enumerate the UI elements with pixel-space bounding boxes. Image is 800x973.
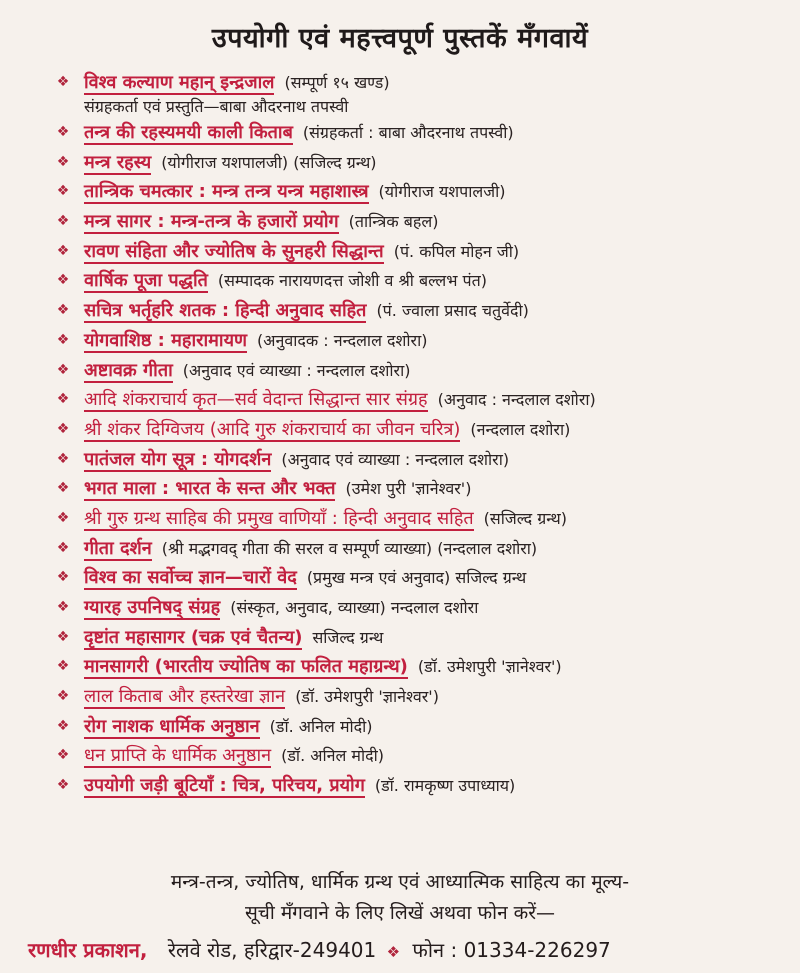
book-title: श्री गुरु ग्रन्थ साहिब की प्रमुख वाणियाँ : हिन्दी अनुवाद सहित — [84, 507, 474, 529]
book-note: (प्रमुख मन्त्र एवं अनुवाद) सजिल्द ग्रन्थ — [306, 568, 527, 588]
list-item — [52, 266, 797, 296]
list-item — [52, 148, 797, 178]
list-item — [52, 682, 797, 712]
diamond-bullet-icon: ❖ — [56, 213, 70, 230]
book-note: (डॉ. उमेशपुरी 'ज्ञानेश्वर') — [295, 687, 439, 707]
diamond-bullet-icon: ❖ — [56, 124, 70, 140]
book-note: (सजिल्द ग्रन्थ) — [483, 508, 567, 528]
book-title: ग्यारह उपनिषद् संग्रह — [84, 597, 221, 618]
book-note: (संग्रहकर्ता : बाबा औदरनाथ तपस्वी) — [302, 123, 514, 142]
book-title: मन्त्र सागर : मन्त्र-तन्त्र के हजारों प्रयोग — [84, 211, 339, 233]
diamond-bullet-icon: ❖ — [56, 658, 70, 675]
list-item — [52, 652, 797, 682]
diamond-bullet-icon: ❖ — [56, 747, 70, 764]
book-subtitle: संग्रहकर्ता एवं प्रस्तुति—बाबा औदरनाथ तपस्वी — [84, 97, 349, 116]
book-note: (सम्पादक नारायणदत्त जोशी व श्री बल्लभ पंत) — [217, 271, 487, 291]
diamond-bullet-icon: ❖ — [56, 361, 70, 378]
list-item — [52, 712, 797, 742]
book-note: (योगीराज यशपालजी) — [378, 182, 506, 202]
book-title: आदि शंकराचार्य कृत—सर्व वेदान्त सिद्धान्त सार संग्रह — [84, 389, 428, 411]
book-title: अष्टावक्र गीता — [84, 359, 173, 381]
book-note: सजिल्द ग्रन्थ — [312, 627, 384, 647]
list-item — [52, 623, 797, 653]
book-title: विश्व का सर्वोच्च ज्ञान—चारों वेद — [84, 567, 297, 589]
book-title: मन्त्र रहस्य — [84, 151, 152, 173]
publisher-line — [28, 936, 611, 963]
list-item — [52, 741, 797, 771]
book-title: मानसागरी (भारतीय ज्योतिष का फलित महाग्रन्थ) — [84, 656, 408, 678]
book-title: सचित्र भर्तृहरि शतक : हिन्दी अनुवाद सहित — [84, 300, 367, 322]
footer-line-1: मन्त्र-तन्त्र, ज्योतिष, धार्मिक ग्रन्थ एवं आध्यात्मिक साहित्य का मूल्य- — [170, 871, 630, 893]
diamond-bullet-icon: ❖ — [56, 717, 70, 734]
book-note: (श्री मद्भगवद् गीता की सरल व सम्पूर्ण व्याख्या) (नन्दलाल दशोरा) — [161, 538, 538, 558]
diamond-bullet-icon: ❖ — [56, 74, 70, 90]
book-note: (नन्दलाल दशोरा) — [470, 419, 571, 439]
book-title: उपयोगी जड़ी बूटियाँ : चित्र, परिचय, प्रयोग — [84, 775, 365, 797]
list-item — [52, 356, 797, 386]
list-item — [52, 771, 797, 801]
book-title: रावण संहिता और ज्योतिष के सुनहरी सिद्धान्त — [84, 240, 384, 262]
book-note: (अनुवाद एवं व्याख्या : नन्दलाल दशोरा) — [281, 449, 510, 469]
diamond-bullet-icon: ❖ — [56, 302, 70, 319]
diamond-bullet-icon: ❖ — [56, 391, 70, 408]
diamond-bullet-icon: ❖ — [386, 943, 401, 961]
list-item — [52, 326, 797, 356]
book-title: तन्त्र की रहस्यमयी काली किताब — [84, 122, 293, 143]
diamond-bullet-icon: ❖ — [56, 242, 70, 259]
diamond-bullet-icon: ❖ — [56, 272, 70, 289]
book-title: वार्षिक पूजा पद्धति — [84, 270, 208, 292]
book-note: (अनुवादक : नन्दलाल दशोरा) — [257, 330, 428, 350]
book-note: (डॉ. अनिल मोदी) — [269, 716, 373, 736]
list-item — [52, 563, 797, 593]
book-title: योगवाशिष्ठ : महारामायण — [84, 329, 248, 351]
diamond-bullet-icon: ❖ — [56, 450, 70, 467]
diamond-bullet-icon: ❖ — [56, 509, 70, 526]
diamond-bullet-icon: ❖ — [56, 420, 70, 437]
list-item — [52, 534, 797, 564]
book-title: श्री शंकर दिग्विजय (आदि गुरु शंकराचार्य का जीवन चरित्र) — [84, 418, 461, 440]
book-note: (उमेश पुरी 'ज्ञानेश्वर') — [345, 479, 472, 499]
book-title: विश्व कल्याण महान् इन्द्रजाल — [84, 72, 275, 93]
book-title: भगत माला : भारत के सन्त और भक्त — [84, 478, 336, 500]
diamond-bullet-icon: ❖ — [56, 153, 70, 170]
book-note: (सम्पूर्ण १५ खण्ड) — [284, 73, 390, 92]
book-note: (डॉ. अनिल मोदी) — [281, 746, 385, 766]
book-note: (पं. ज्वाला प्रसाद चतुर्वेदी) — [376, 301, 529, 321]
list-item — [52, 237, 797, 267]
book-title: धन प्राप्ति के धार्मिक अनुष्ठान — [84, 745, 272, 767]
book-note: (तान्त्रिक बहल) — [348, 212, 439, 232]
list-item — [52, 207, 797, 237]
list-item — [52, 68, 797, 118]
book-title: लाल किताब और हस्तरेखा ज्ञान — [84, 686, 286, 708]
page-title: उपयोगी एवं महत्त्वपूर्ण पुस्तकें मँगवायें — [211, 23, 589, 54]
book-note: (पं. कपिल मोहन जी) — [393, 241, 520, 261]
footer-line-2: सूची मँगवाने के लिए लिखें अथवा फोन करें— — [244, 902, 556, 924]
diamond-bullet-icon: ❖ — [56, 688, 70, 705]
book-list — [52, 68, 797, 801]
diamond-bullet-icon: ❖ — [56, 599, 70, 615]
book-note: (डॉ. उमेशपुरी 'ज्ञानेश्वर') — [417, 657, 562, 677]
diamond-bullet-icon: ❖ — [56, 569, 70, 586]
book-note: (डॉ. रामकृष्ण उपाध्याय) — [374, 776, 516, 796]
book-title: रोग नाशक धार्मिक अनुष्ठान — [84, 715, 260, 737]
list-item — [52, 118, 797, 148]
diamond-bullet-icon: ❖ — [56, 480, 70, 497]
book-title: गीता दर्शन — [84, 537, 152, 559]
list-item — [52, 296, 797, 326]
diamond-bullet-icon: ❖ — [56, 628, 70, 645]
book-note: (योगीराज यशपालजी) (सजिल्द ग्रन्थ) — [161, 152, 377, 172]
book-note: (अनुवाद : नन्दलाल दशोरा) — [437, 390, 596, 410]
diamond-bullet-icon: ❖ — [56, 183, 70, 200]
book-title: पातंजल योग सूत्र : योगदर्शन — [84, 448, 272, 470]
book-note: (संस्कृत, अनुवाद, व्याख्या) नन्दलाल दशोरा — [230, 598, 479, 617]
publisher-address: रेलवे रोड, हरिद्वार-249401 — [167, 938, 377, 962]
list-item — [52, 415, 797, 445]
publisher-name: रणधीर प्रकाशन, — [28, 938, 148, 962]
list-item — [52, 385, 797, 415]
publisher-phone: फोन : 01334-226297 — [412, 938, 611, 962]
book-title: तान्त्रिक चमत्कार : मन्त्र तन्त्र यन्त्र महाशास्त्र — [84, 181, 369, 203]
list-item — [52, 177, 797, 207]
list-item — [52, 504, 797, 534]
diamond-bullet-icon: ❖ — [56, 539, 70, 556]
diamond-bullet-icon: ❖ — [56, 777, 70, 794]
list-item — [52, 474, 797, 504]
list-item — [52, 593, 797, 623]
book-note: (अनुवाद एवं व्याख्या : नन्दलाल दशोरा) — [182, 360, 411, 380]
diamond-bullet-icon: ❖ — [56, 331, 70, 348]
list-item — [52, 445, 797, 475]
book-title: दृष्टांत महासागर (चक्र एवं चैतन्य) — [84, 626, 303, 648]
